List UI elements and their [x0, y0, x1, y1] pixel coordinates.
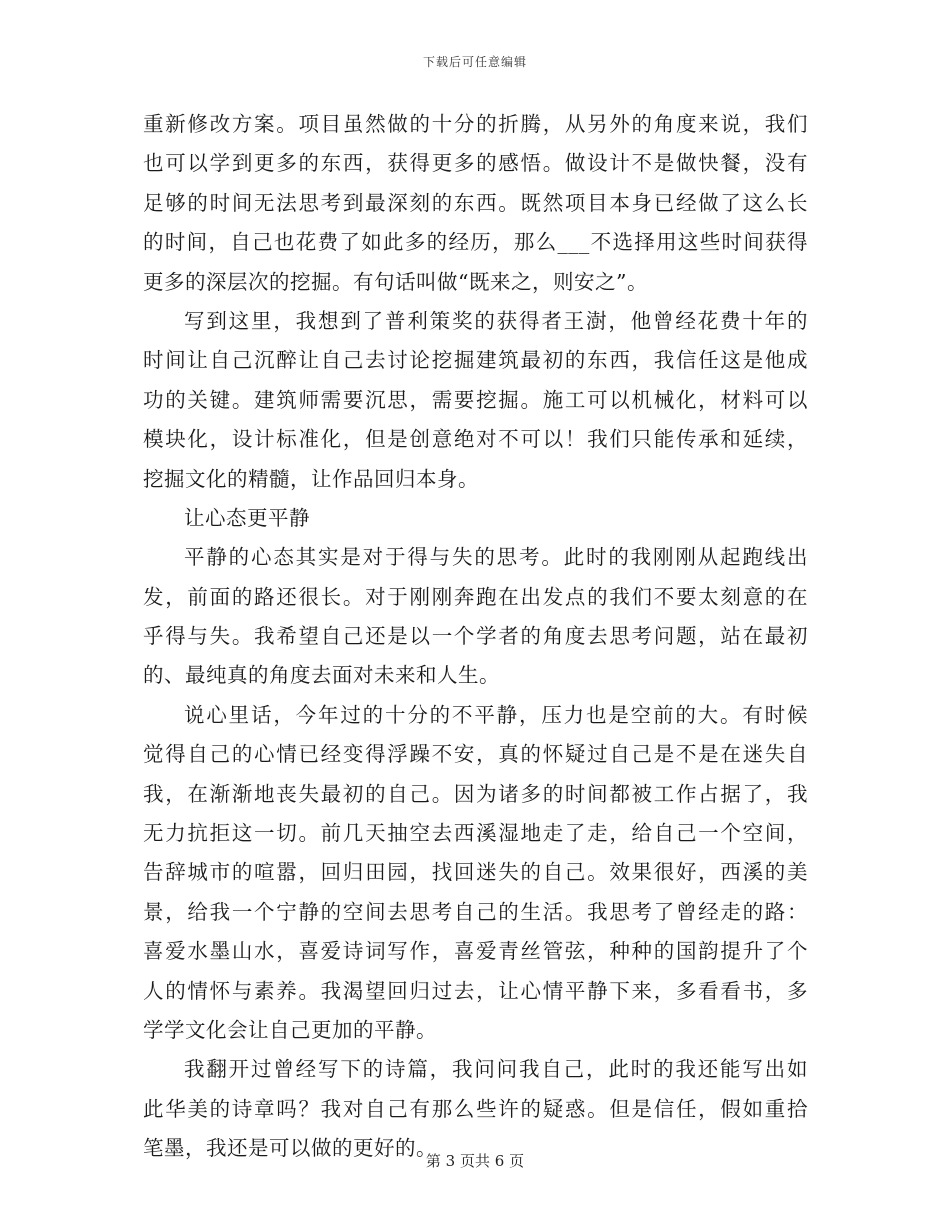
text-line: 的时间，自己也花费了如此多的经历，那么___不选择用这些时间获得: [143, 230, 808, 255]
text-line: 写到这里，我想到了普利策奖的获得者王澍，他曾经花费十年的: [184, 308, 808, 333]
document-body: [143, 105, 808, 1169]
text-line: 喜爱水墨山水，喜爱诗词写作，喜爱青丝管弦，种种的国韵提升了个: [143, 939, 808, 964]
page-number: 第 3 页共 6 页: [425, 1152, 525, 1170]
text-line: 平静的心态其实是对于得与失的思考。此时的我刚刚从起跑线出: [184, 545, 808, 570]
text-line: 更多的深层次的挖掘。有句话叫做“既来之，则安之”。: [143, 269, 648, 294]
text-line: 时间让自己沉醉让自己去讨论挖掘建筑最初的东西，我信任这是他成: [143, 348, 808, 373]
text-line: 此华美的诗章吗？我对自己有那么些许的疑惑。但是信任，假如重拾: [143, 1096, 808, 1121]
text-line: 挖掘文化的精髓，让作品回归本身。: [143, 466, 479, 491]
text-line: 重新修改方案。项目虽然做的十分的折腾，从另外的角度来说，我们: [143, 112, 808, 136]
page-header: 下载后可任意编辑: [422, 55, 527, 69]
text-line: 告辞城市的喧嚣，回归田园，找回迷失的自己。效果很好，西溪的美: [143, 860, 808, 885]
text-line: 笔墨，我还是可以做的更好的。: [143, 1136, 437, 1161]
text-line: 说心里话，今年过的十分的不平静，压力也是空前的大。有时候: [184, 702, 808, 727]
text-line: 我，在渐渐地丧失最初的自己。因为诸多的时间都被工作占据了，我: [143, 781, 808, 806]
section-heading: 让心态更平静: [184, 505, 310, 530]
text-line: 的、最纯真的角度去面对未来和人生。: [143, 663, 500, 688]
text-line: 景，给我一个宁静的空间去思考自己的生活。我思考了曾经走的路：: [143, 899, 808, 924]
text-line: 模块化，设计标准化，但是创意绝对不可以！我们只能传承和延续，: [143, 427, 808, 452]
text-line: 发，前面的路还很长。对于刚刚奔跑在出发点的我们不要太刻意的在: [143, 584, 808, 609]
text-line: 学学文化会让自己更加的平静。: [143, 1017, 437, 1042]
text-line: 无力抗拒这一切。前几天抽空去西溪湿地走了走，给自己一个空间，: [143, 821, 808, 846]
text-line: 人的情怀与素养。我渴望回归过去，让心情平静下来，多看看书，多: [143, 978, 808, 1003]
text-line: 乎得与失。我希望自己还是以一个学者的角度去思考问题，站在最初: [143, 624, 808, 649]
text-line: 也可以学到更多的东西，获得更多的感悟。做设计不是做快餐，没有: [143, 151, 808, 176]
text-line: 我翻开过曾经写下的诗篇，我问问我自己，此时的我还能写出如: [184, 1057, 808, 1082]
text-line: 觉得自己的心情已经变得浮躁不安，真的怀疑过自己是不是在迷失自: [143, 742, 808, 767]
text-line: 功的关键。建筑师需要沉思，需要挖掘。施工可以机械化，材料可以: [143, 387, 808, 412]
text-line: 足够的时间无法思考到最深刻的东西。既然项目本身已经做了这么长: [143, 190, 808, 215]
